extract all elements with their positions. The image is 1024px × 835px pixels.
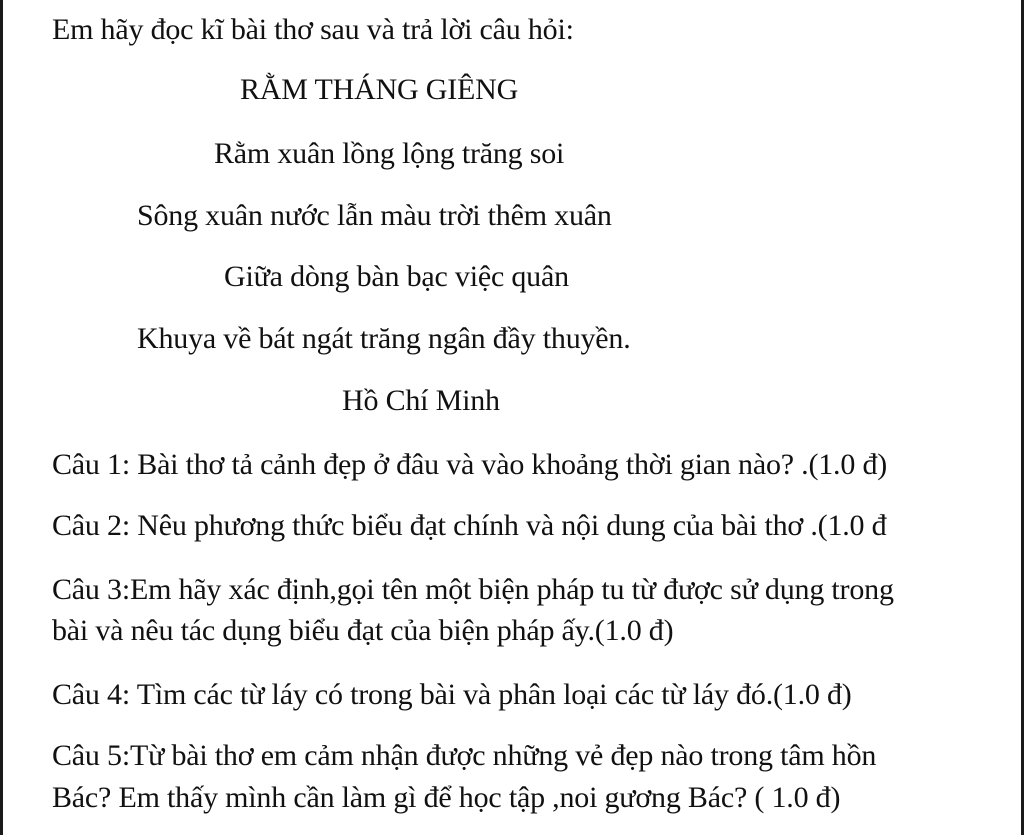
poem-line-2: Sông xuân nước lẫn màu trời thêm xuân <box>137 199 612 232</box>
question-3-line-2: bài và nêu tác dụng biểu đạt của biện pháp ấy.(1.0 đ) <box>52 614 674 647</box>
poem-line-4: Khuya về bát ngát trăng ngân đầy thuyền. <box>137 322 631 355</box>
poem-line-1: Rằm xuân lồng lộng trăng soi <box>214 137 565 170</box>
poem-author: Hồ Chí Minh <box>342 384 500 417</box>
instruction-text: Em hãy đọc kĩ bài thơ sau và trả lời câu hỏi: <box>52 13 574 46</box>
question-5-line-1: Câu 5:Từ bài thơ em cảm nhận được những vẻ đẹp nào trong tâm hồn <box>52 739 877 772</box>
question-4: Câu 4: Tìm các từ láy có trong bài và phân loại các từ láy đó.(1.0 đ) <box>52 678 852 711</box>
question-5-line-2: Bác? Em thấy mình cần làm gì để học tập ,noi gương Bác? ( 1.0 đ) <box>52 781 841 814</box>
poem-title: RẰM THÁNG GIÊNG <box>240 73 519 106</box>
page-left-border <box>0 0 3 835</box>
question-1: Câu 1: Bài thơ tả cảnh đẹp ở đâu và vào khoảng thời gian nào? .(1.0 đ) <box>52 448 888 481</box>
poem-line-3: Giữa dòng bàn bạc việc quân <box>224 260 569 293</box>
question-3-line-1: Câu 3:Em hãy xác định,gọi tên một biện pháp tu từ được sử dụng trong <box>52 573 894 606</box>
question-2: Câu 2: Nêu phương thức biểu đạt chính và nội dung của bài thơ .(1.0 đ <box>52 509 887 542</box>
